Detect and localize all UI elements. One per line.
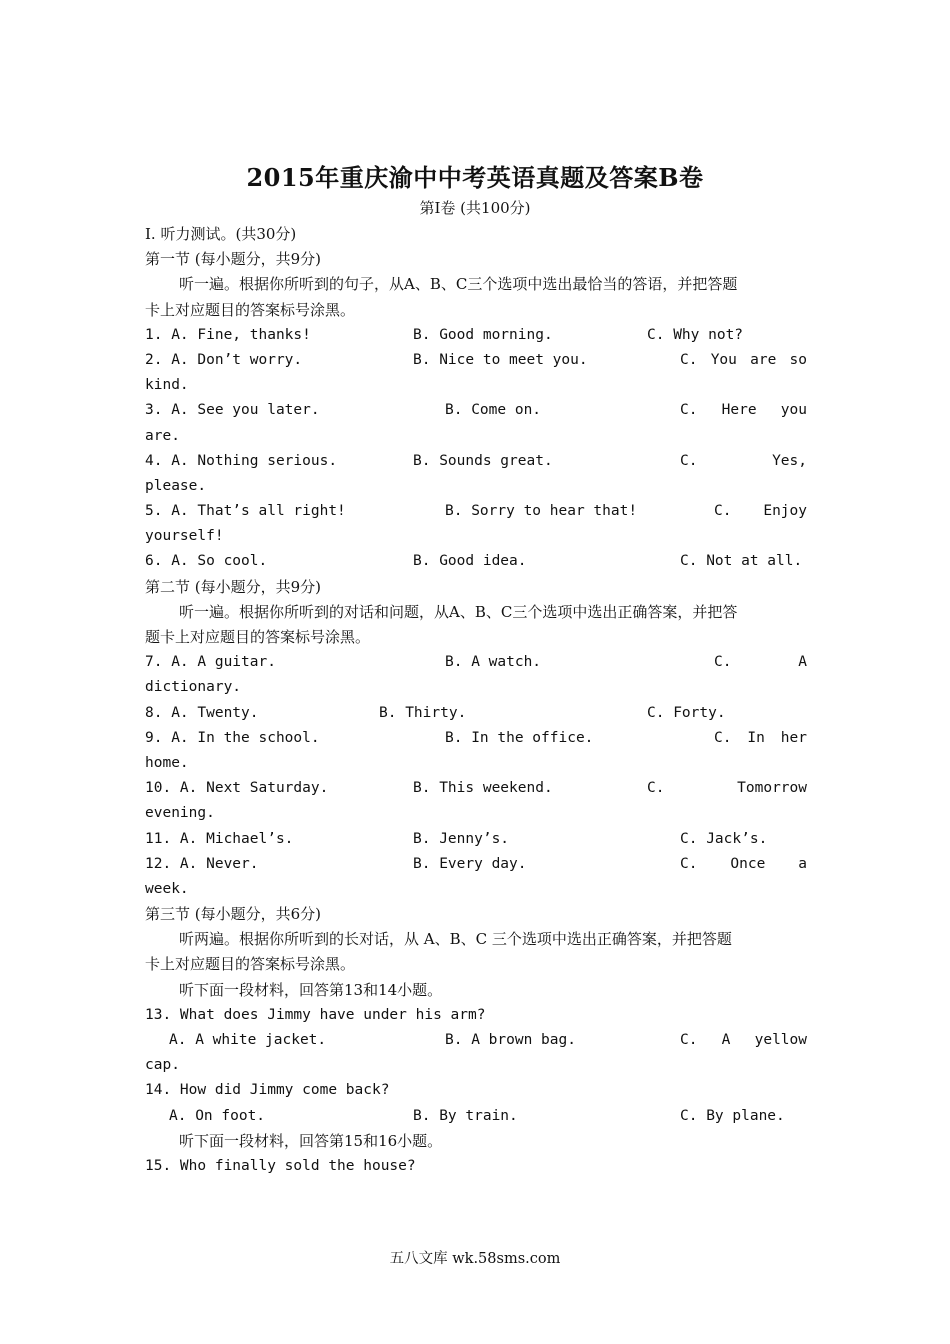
q5-c-w1: C.	[714, 503, 732, 520]
q5-c-w2: Enjoy	[763, 503, 807, 520]
q5-option-c-wrap: yourself!	[145, 528, 224, 545]
question-14-stem: 14. How did Jimmy come back?	[145, 1082, 390, 1099]
q10-option-c-wrap: evening.	[145, 805, 215, 822]
exam-body	[145, 222, 807, 1179]
q2-option-c-wrap: kind.	[145, 377, 189, 394]
q7-c-w1: C.	[714, 654, 732, 671]
document-title: 2015年重庆渝中中考英语真题及答案B卷	[246, 163, 704, 192]
q12-option-b: B. Every day.	[413, 855, 527, 872]
q7-option-c	[714, 650, 807, 675]
q13-option-b: B. A brown bag.	[445, 1032, 576, 1048]
q1-option-b: B. Good morning.	[413, 326, 553, 343]
question-15-stem: 15. Who finally sold the house?	[145, 1157, 416, 1174]
q4-c-w2: Yes,	[772, 452, 807, 469]
q6-option-a: 6. A. So cool.	[145, 553, 268, 570]
question-11	[145, 827, 807, 852]
question-5	[145, 499, 807, 524]
section-1-instruction: 听一遍。根据你所听到的句子，从A、B、C三个选项中选出最恰当的答语，并把答题	[179, 275, 738, 294]
q3-c-w2: Here	[721, 402, 757, 419]
q8-option-a: 8. A. Twenty.	[145, 704, 259, 721]
q9-option-a: 9. A. In the school.	[145, 729, 320, 746]
q12-c-w2: Once	[730, 855, 766, 872]
section-3-heading: 第三节 (每小题分，共6分)	[145, 905, 322, 924]
q10-option-b: B. This weekend.	[413, 780, 553, 797]
q13-option-c	[680, 1028, 807, 1053]
section-3-instruction: 听两遍。根据你所听到的长对话，从 A、B、C 三个选项中选出正确答案，并把答题	[179, 930, 732, 949]
q12-c-w3: a	[798, 855, 807, 872]
q4-option-a: 4. A. Nothing serious.	[145, 452, 338, 469]
q8-option-c: C. Forty.	[647, 704, 726, 721]
q2-option-b: B. Nice to meet you.	[413, 351, 588, 368]
q4-c-w1: C.	[680, 452, 698, 469]
q12-option-c-wrap: week.	[145, 880, 189, 897]
question-13-options	[145, 1028, 807, 1053]
footer-watermark: 五八文库 wk.58sms.com	[389, 1251, 561, 1267]
q2-c-w2: You	[710, 351, 737, 368]
question-12	[145, 852, 807, 877]
question-2	[145, 348, 807, 373]
q9-c-w1: C.	[714, 729, 732, 746]
q13-c-w1: C.	[680, 1032, 698, 1048]
q3-option-c-wrap: are.	[145, 427, 180, 444]
q14-option-b: B. By train.	[413, 1107, 518, 1124]
document-subtitle: 第Ⅰ卷 (共100分)	[419, 199, 531, 217]
q5-option-a: 5. A. That’s all right!	[145, 503, 346, 520]
q10-option-a: 10. A. Next Saturday.	[145, 780, 329, 797]
material-2-instruction: 听下面一段材料，回答第15和16小题。	[179, 1131, 443, 1150]
q1-option-a: 1. A. Fine, thanks!	[145, 326, 311, 343]
q11-option-c: C. Jack’s.	[680, 830, 768, 847]
question-14-options	[145, 1104, 807, 1129]
section-2-instruction-cont: 题卡上对应题目的答案标号涂黑。	[145, 628, 371, 646]
q13-option-a: A. A white jacket.	[169, 1032, 327, 1048]
q13-c-w2: A	[721, 1032, 731, 1048]
q4-option-c-wrap: please.	[145, 477, 207, 494]
question-3	[145, 398, 807, 423]
question-9	[145, 726, 807, 751]
q9-option-c	[714, 726, 807, 751]
q13-option-c-wrap: cap.	[145, 1057, 180, 1074]
q3-option-b: B. Come on.	[445, 402, 542, 419]
question-8	[145, 701, 807, 726]
q4-option-b: B. Sounds great.	[413, 452, 553, 469]
q7-option-b: B. A watch.	[445, 654, 542, 671]
section-1-heading: 第一节 (每小题分，共9分)	[145, 250, 322, 269]
q14-option-a: A. On foot.	[169, 1107, 266, 1124]
section-2-heading: 第二节 (每小题分，共9分)	[145, 577, 322, 596]
question-4	[145, 449, 807, 474]
q8-option-b: B. Thirty.	[379, 704, 467, 721]
section-1-instruction-cont: 卡上对应题目的答案标号涂黑。	[145, 300, 356, 319]
q3-option-c	[680, 398, 807, 423]
q10-c-w1: C.	[647, 780, 665, 797]
q9-c-w3: her	[780, 729, 807, 746]
question-6	[145, 549, 807, 574]
q12-option-c	[680, 852, 807, 877]
q3-c-w3: you	[780, 402, 807, 419]
question-10	[145, 776, 807, 801]
material-1-instruction: 听下面一段材料，回答第13和14小题。	[179, 980, 443, 999]
q7-option-c-wrap: dictionary.	[145, 679, 242, 696]
q7-c-w2: A	[798, 654, 807, 671]
section-2-instruction: 听一遍。根据你所听到的对话和问题，从A、B、C三个选项中选出正确答案，并把答	[179, 602, 738, 621]
question-1	[145, 323, 807, 348]
q2-option-a: 2. A. Don’t worry.	[145, 351, 303, 368]
q6-option-c: C. Not at all.	[680, 553, 803, 570]
q1-option-c: C. Why not?	[647, 326, 744, 343]
q5-option-b: B. Sorry to hear that!	[445, 503, 638, 520]
q12-option-a: 12. A. Never.	[145, 855, 259, 872]
q10-c-w2: Tomorrow	[737, 780, 807, 797]
q10-option-c	[647, 776, 807, 801]
question-7	[145, 650, 807, 675]
q9-c-w2: In	[747, 729, 765, 746]
part-heading: I. 听力测试。(共30分)	[145, 225, 297, 243]
q11-option-a: 11. A. Michael’s.	[145, 830, 294, 847]
q4-option-c	[680, 449, 807, 474]
q12-c-w1: C.	[680, 855, 698, 872]
q13-c-w3: yellow	[754, 1032, 807, 1048]
question-13-stem: 13. What does Jimmy have under his arm?	[145, 1006, 486, 1023]
q7-option-a: 7. A. A guitar.	[145, 654, 276, 671]
q9-option-c-wrap: home.	[145, 754, 189, 771]
q3-option-a: 3. A. See you later.	[145, 402, 320, 419]
section-3-instruction-cont: 卡上对应题目的答案标号涂黑。	[145, 955, 356, 974]
q2-option-c	[680, 348, 807, 373]
q3-c-w1: C.	[680, 402, 698, 419]
q11-option-b: B. Jenny’s.	[413, 830, 510, 847]
q2-c-w3: are	[750, 351, 777, 368]
q6-option-b: B. Good idea.	[413, 553, 527, 570]
q2-c-w1: C.	[680, 351, 698, 368]
q9-option-b: B. In the office.	[445, 729, 594, 746]
q5-option-c	[714, 499, 807, 524]
q14-option-c: C. By plane.	[680, 1107, 785, 1124]
q2-c-w4: so	[789, 351, 807, 368]
